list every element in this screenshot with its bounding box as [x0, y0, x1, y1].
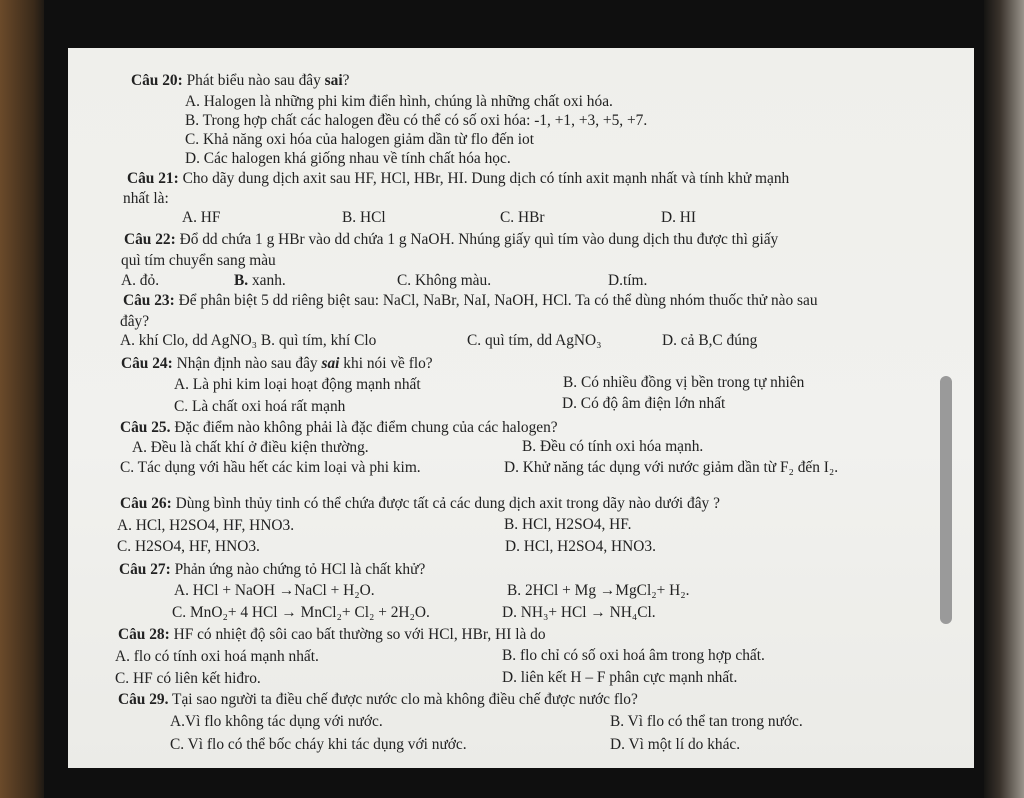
option-b: B. HCl, H2SO4, HF. [504, 516, 632, 533]
question-text: Đặc điểm nào không phải là đặc điểm chung của các halogen? [170, 419, 558, 436]
option-d: D. NH₃+ HCl → NH₄Cl. [502, 604, 656, 621]
option-b: B. xanh. [234, 272, 286, 289]
option-d: D. Có độ âm điện lớn nhất [562, 395, 726, 412]
question-25 [120, 419, 558, 437]
question-27 [119, 561, 425, 579]
option-c: C. Vì flo có thể bốc cháy khi tác dụng với nước. [170, 736, 467, 753]
emphasis-word: sai [321, 355, 340, 372]
question-number: Câu 22: [124, 231, 176, 248]
option-a: A. HF [182, 209, 221, 226]
question-21 [127, 170, 789, 188]
question-text: Dùng bình thủy tinh có thể chứa được tất cả các dung dịch axit trong dãy nào dưới đây ? [171, 495, 720, 512]
option-a: A. đỏ. [121, 272, 160, 289]
option-c: C. quì tím, dd AgNO₃ [467, 332, 602, 349]
option-d: D. cả B,C đúng [662, 332, 758, 349]
question-text: HF có nhiệt độ sôi cao bất thường so với HCl, HBr, HI là do [169, 626, 546, 643]
option-c: C. Không màu. [397, 272, 492, 289]
option-d: D.tím. [608, 272, 648, 289]
option-c: C. Khả năng oxi hóa của halogen giảm dần từ flo đến iot [185, 131, 534, 148]
option-d: D. HI [661, 209, 697, 226]
option-a: A. Đều là chất khí ở điều kiện thường. [132, 439, 369, 456]
option-b: B. flo chỉ có số oxi hoá âm trong hợp chất. [502, 647, 765, 664]
document-page [68, 48, 974, 768]
option-d: D. liên kết H – F phân cực mạnh nhất. [502, 669, 738, 686]
option-b: B. Vì flo có thể tan trong nước. [610, 713, 803, 730]
option-c: C. H2SO4, HF, HNO3. [117, 538, 260, 555]
option-a-b: A. khí Clo, dd AgNO₃ B. quì tím, khí Clo [120, 332, 377, 349]
option-b: B. Có nhiều đồng vị bền trong tự nhiên [563, 374, 805, 391]
question-number: Câu 26: [120, 495, 172, 512]
question-number: Câu 24: [121, 355, 173, 372]
option-b: B. 2HCl + Mg →MgCl₂+ H₂. [507, 582, 690, 599]
question-text-continued: quì tím chuyển sang màu [121, 252, 276, 269]
question-number: Câu 23: [123, 292, 175, 309]
option-d: D. Vì một lí do khác. [610, 736, 741, 753]
question-text: Phản ứng nào chứng tỏ HCl là chất khử? [170, 561, 426, 578]
question-22 [124, 231, 778, 249]
question-23 [123, 292, 818, 310]
wood-background-right [984, 0, 1024, 798]
option-d: D. Khử năng tác dụng với nước giảm dần từ F₂ đến I₂. [504, 459, 839, 476]
question-number: Câu 25. [120, 419, 171, 436]
question-26 [120, 495, 720, 513]
question-text-continued: đây? [120, 313, 150, 330]
question-text: Cho dãy dung dịch axit sau HF, HCl, HBr, HI. Dung dịch có tính axit mạnh nhất và tính khử mạnh [178, 170, 790, 187]
question-20: Câu 20: Phát biểu nào sau đây sai? [131, 72, 350, 89]
option-a: A. Halogen là những phi kim điển hình, chúng là những chất oxi hóa. [185, 93, 613, 110]
question-text: Nhận định nào sau đây [172, 355, 322, 372]
option-c: C. HF có liên kết hiđro. [115, 670, 261, 687]
question-text: Tại sao người ta điều chế được nước clo mà không điều chế được nước flo? [168, 691, 638, 708]
option-d: D. Các halogen khá giống nhau về tính chất hóa học. [185, 150, 511, 167]
vertical-scrollbar[interactable] [940, 376, 952, 624]
question-29 [118, 691, 638, 709]
question-text-continued: nhất là: [123, 190, 169, 207]
option-a: A. HCl, H2SO4, HF, HNO3. [117, 517, 295, 534]
option-b: B. Đều có tính oxi hóa mạnh. [522, 438, 704, 455]
question-number: Câu 28: [118, 626, 170, 643]
question-number: Câu 27: [119, 561, 171, 578]
emphasis-word: sai [324, 72, 343, 89]
option-c: C. Tác dụng với hầu hết các kim loại và phi kim. [120, 459, 421, 476]
question-text: Đổ dd chứa 1 g HBr vào dd chứa 1 g NaOH. Nhúng giấy quì tím vào dung dịch thu được thì giấy [175, 231, 779, 248]
option-c: C. Là chất oxi hoá rất mạnh [174, 398, 346, 415]
option-a: A.Vì flo không tác dụng với nước. [170, 713, 383, 730]
question-number: Câu 29. [118, 691, 169, 708]
option-d: D. HCl, H2SO4, HNO3. [505, 538, 656, 555]
option-a: A. HCl + NaOH →NaCl + H₂O. [174, 582, 375, 599]
question-number: Câu 21: [127, 170, 179, 187]
option-a: A. Là phi kim loại hoạt động mạnh nhất [174, 376, 421, 393]
option-a: A. flo có tính oxi hoá mạnh nhất. [115, 648, 319, 665]
option-b: B. Trong hợp chất các halogen đều có thể có số oxi hóa: -1, +1, +3, +5, +7. [185, 112, 648, 129]
question-text: Để phân biệt 5 dd riêng biệt sau: NaCl, NaBr, NaI, NaOH, HCl. Ta có thể dùng nhóm thuốc thử nào sau [174, 292, 818, 309]
question-text: Phát biểu nào sau đây [182, 72, 325, 89]
question-number: Câu 20: [131, 72, 183, 89]
wood-background-left [0, 0, 48, 798]
question-28 [118, 626, 546, 644]
option-c: C. MnO₂+ 4 HCl → MnCl₂+ Cl₂ + 2H₂O. [172, 604, 430, 621]
option-b: B. HCl [342, 209, 386, 226]
option-c: C. HBr [500, 209, 545, 226]
question-24: Câu 24: Nhận định nào sau đây sai khi nói về flo? [121, 355, 433, 372]
